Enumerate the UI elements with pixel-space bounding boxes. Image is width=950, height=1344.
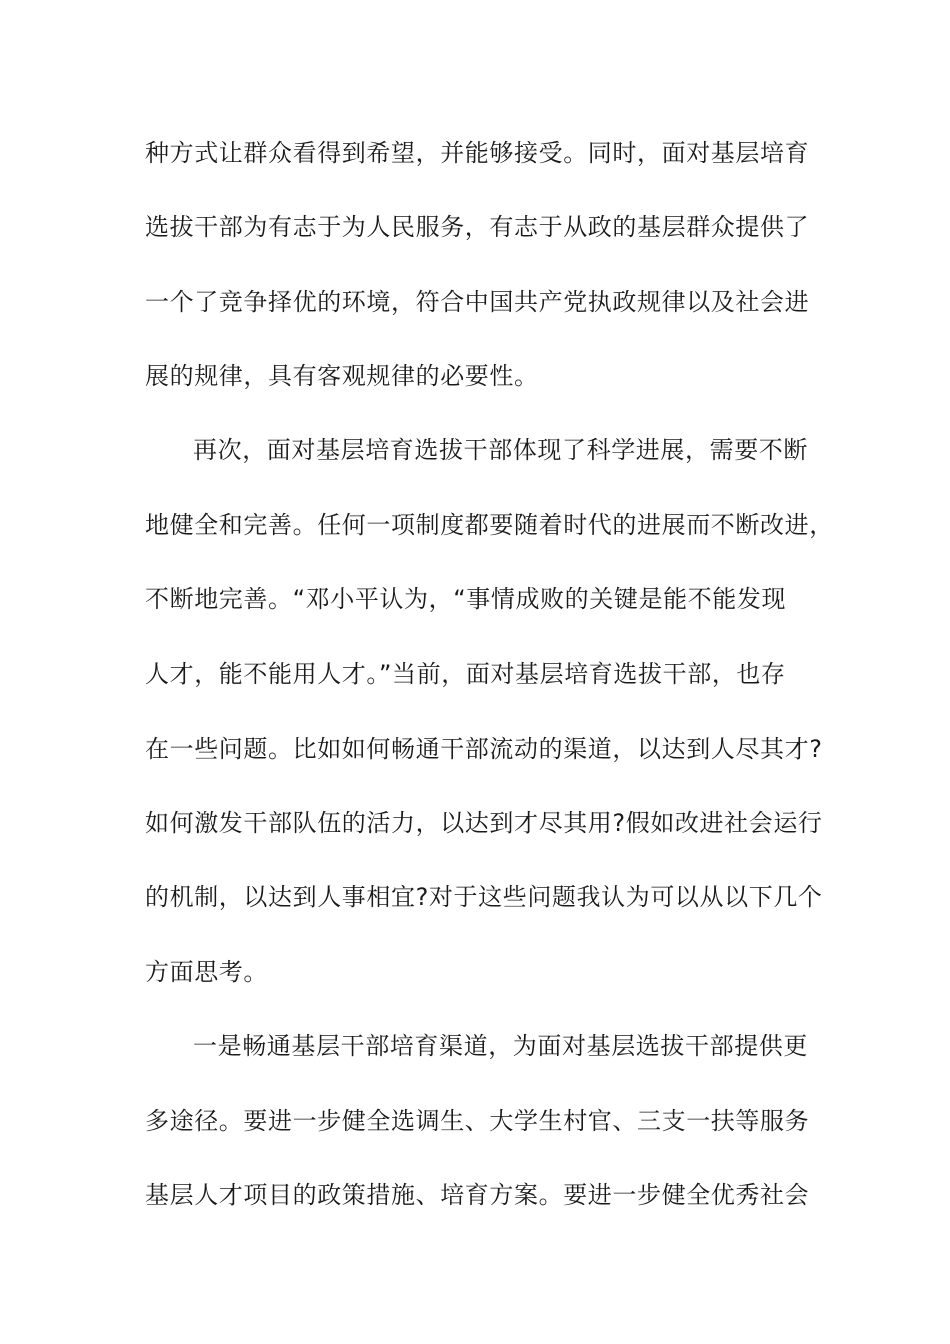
text-line: 人才，能不能用人才。”当前，面对基层培育选拔干部，也存	[145, 660, 786, 688]
paragraph-first-line: 一是畅通基层干部培育渠道，为面对基层选拔干部提供更	[193, 1032, 808, 1060]
text-line: 展的规律，具有客观规律的必要性。	[145, 362, 539, 390]
text-line: 多途径。要进一步健全选调生、大学生村官、三支一扶等服务	[145, 1107, 810, 1135]
paragraph-first-line: 再次，面对基层培育选拔干部体现了科学进展，需要不断	[193, 436, 808, 464]
text-line: 在一些问题。比如如何畅通干部流动的渠道，以达到人尽其才?	[145, 735, 823, 763]
text-line: 不断地完善。“邓小平认为，“事情成败的关键是能不能发现	[145, 585, 787, 613]
text-line: 基层人才项目的政策措施、培育方案。要进一步健全优秀社会	[145, 1181, 810, 1209]
text-line: 地健全和完善。任何一项制度都要随着时代的进展而不断改进，	[145, 511, 834, 539]
text-line: 方面思考。	[145, 958, 268, 986]
text-line: 如何激发干部队伍的活力，以达到才尽其用?假如改进社会运行	[145, 809, 823, 837]
text-line: 种方式让群众看得到希望，并能够接受。同时，面对基层培育	[145, 139, 810, 167]
text-line: 一个了竞争择优的环境，符合中国共产党执政规律以及社会进	[145, 288, 810, 316]
text-line: 选拔干部为有志于为人民服务，有志于从政的基层群众提供了	[145, 213, 810, 241]
text-line: 的机制，以达到人事相宜?对于这些问题我认为可以从以下几个	[145, 883, 823, 911]
